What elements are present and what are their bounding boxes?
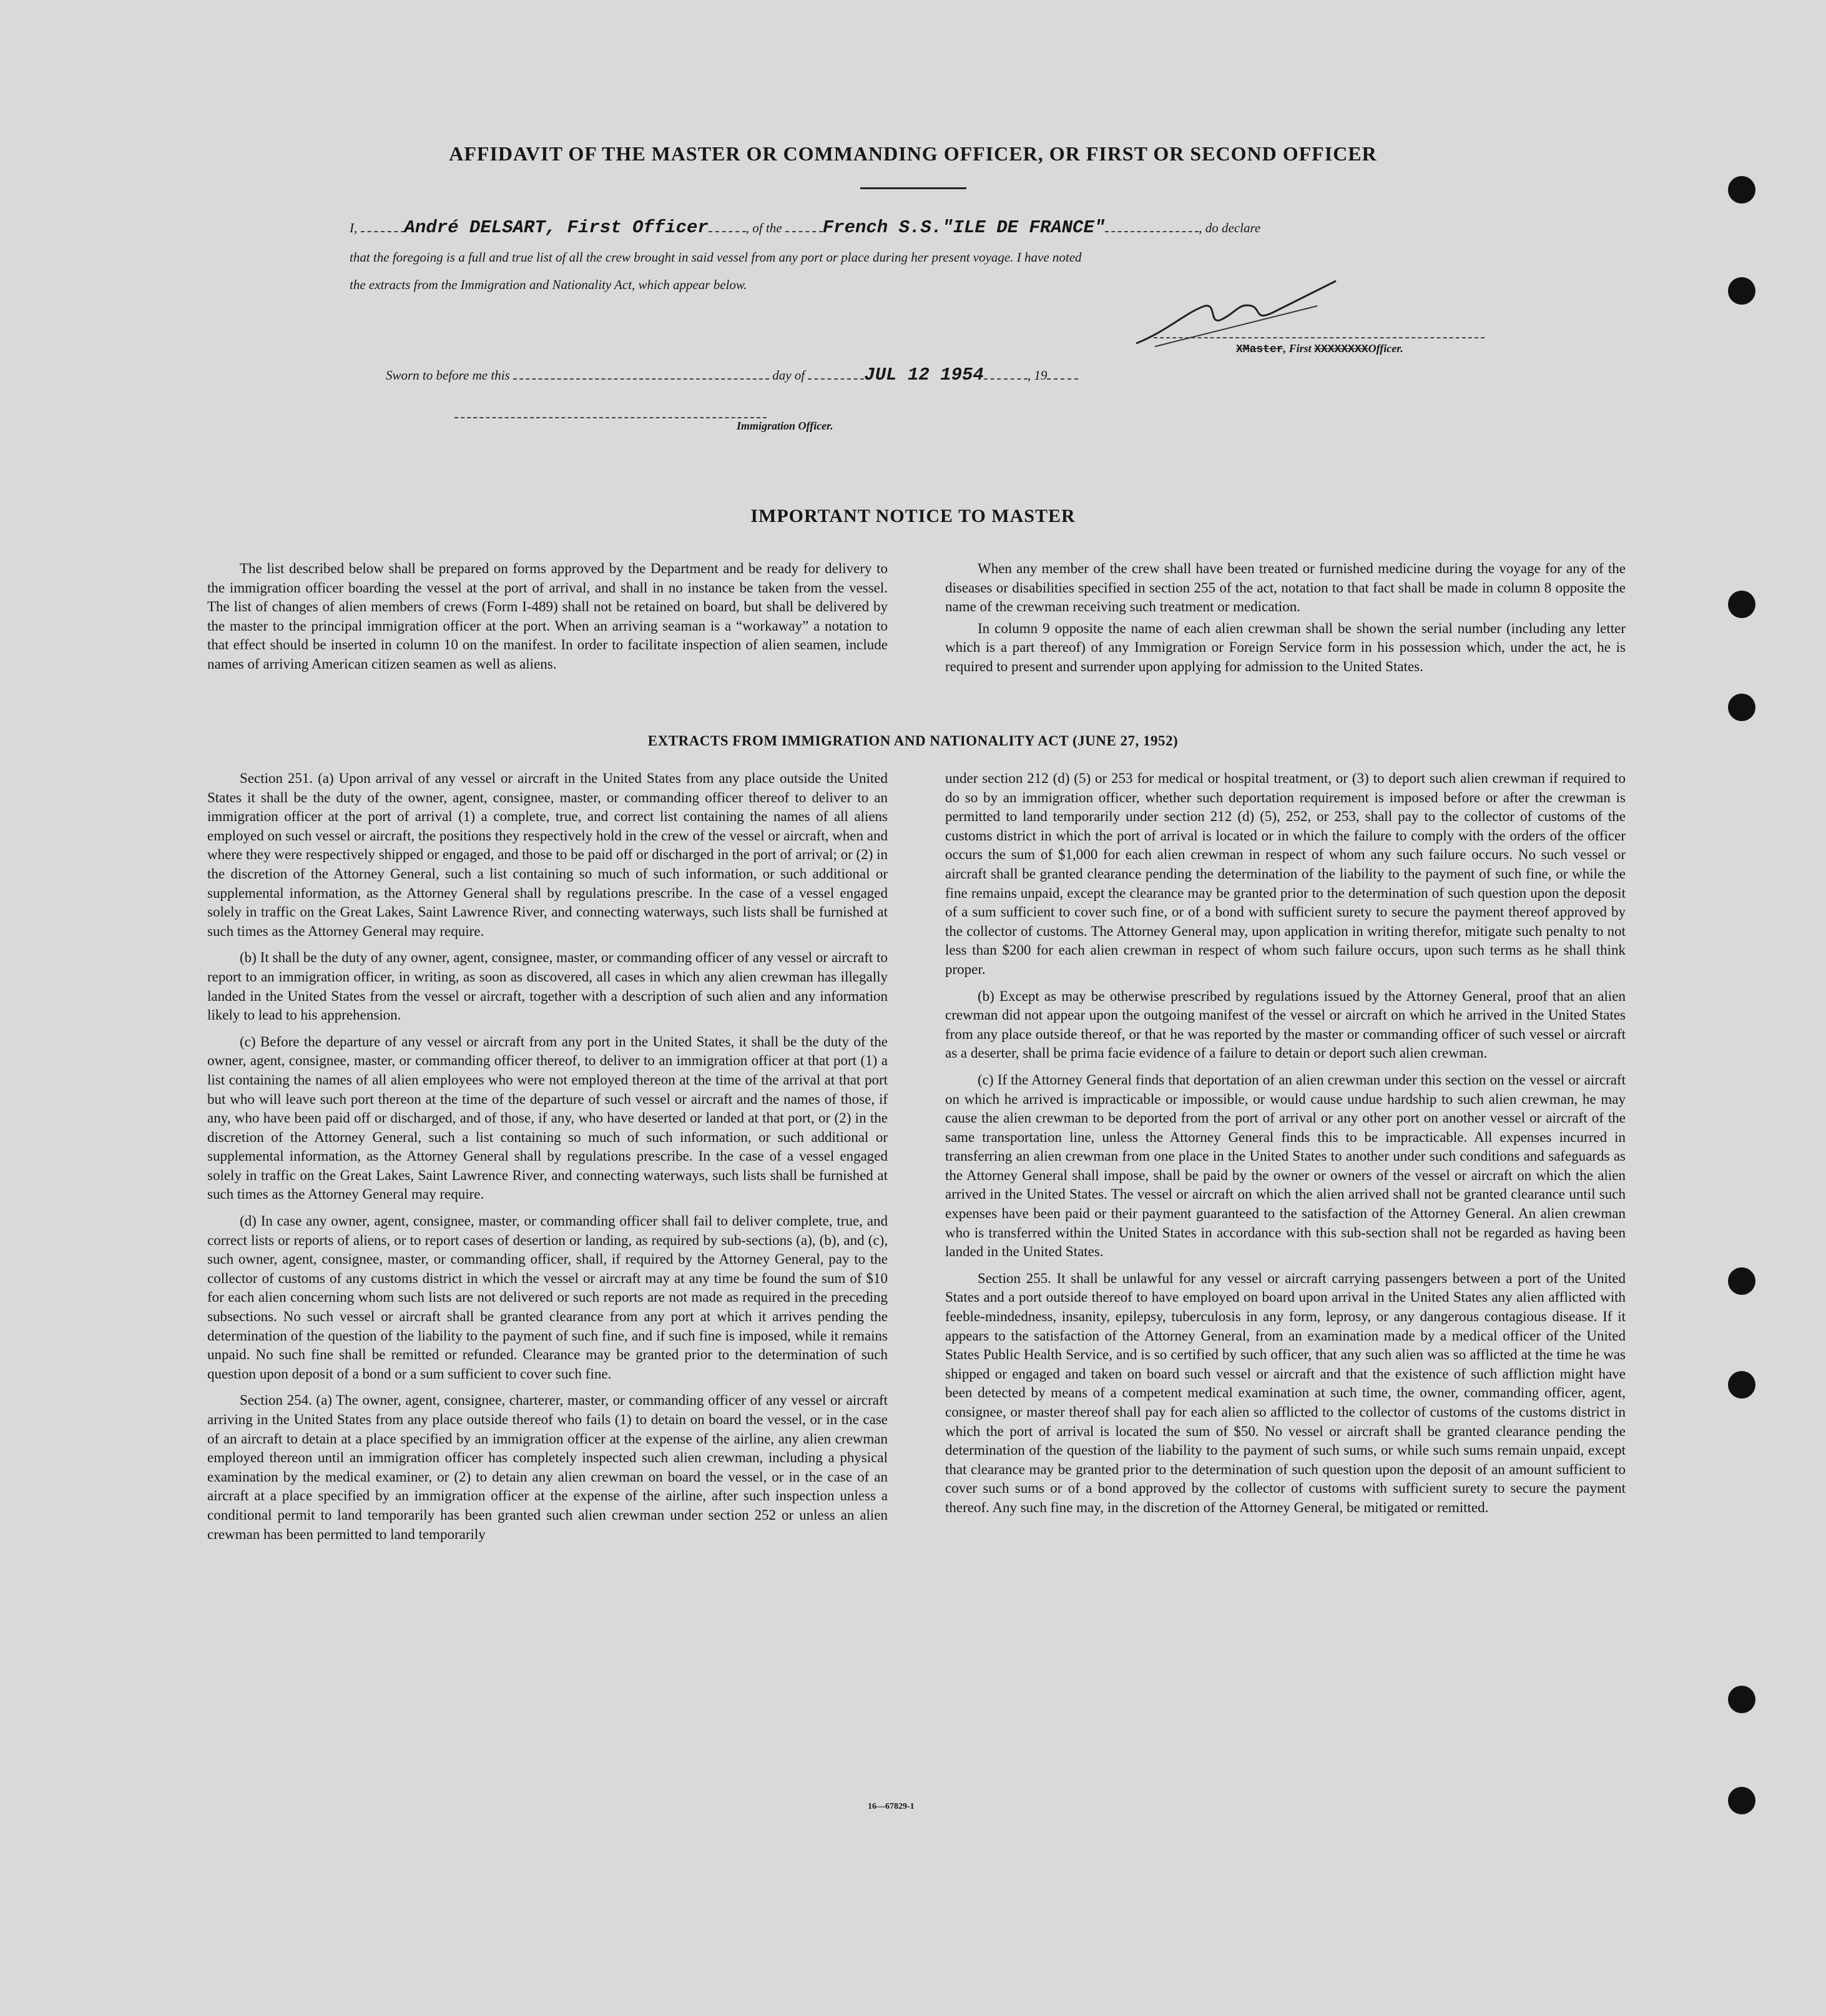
struck-master: XMaster	[1236, 343, 1284, 356]
notice-right-text-1: When any member of the crew shall have been treated or furnished medicine during the voyage for any of the diseases or disabilities specified in section 255 of the act, notation to that fact shall be made in column 8 opposite the name of the crewman receiving such treatment or medication.	[945, 561, 1626, 615]
extract-paragraph: (c) Before the departure of any vessel or aircraft from any port in the United States, it shall be the duty of the owner, agent, consignee, master, or commanding officer thereof, to deliver to an immigration officer at that port (1) a list containing the names of all alien employees who were not employed thereon at the time of the arrival at that port but who will leave such port thereon at the time of the departure of such vessel or aircraft and the names of those, if any, who have been paid off or discharged, and of those, if any, who have deserted or landed at that port, or (2) in the discretion of the Attorney General, such a list containing so much of such information, or such additional or supplemental information, as the Attorney General shall by regulations prescribe. In the case of a vessel engaged solely in traffic on the Great Lakes, Saint Lawrence River, and connecting waterways, such lists shall be furnished at such times as the Attorney General may require.	[207, 1033, 888, 1202]
officer-title-line	[1236, 342, 1403, 356]
struck-second: XXXXXXXX	[1314, 343, 1368, 356]
binder-hole	[1728, 1787, 1755, 1814]
vessel-name: French S.S."ILE DE FRANCE"	[822, 217, 1106, 238]
statement-line-1: that the foregoing is a full and true list of all the crew brought in said vessel from any port or place during her present voyage. I have noted	[350, 250, 1082, 265]
signature-line	[1154, 337, 1485, 338]
extract-paragraph: (c) If the Attorney General finds that deportation of an alien crewman under this section on the vessel or aircraft on which he arrived is impracticable or impossible, or would cause undue hardship to such alien crewman, he may cause the alien crewman to be deported from the port of arrival or any other port on another vessel or aircraft of the same transportation line, unless the Attorney General finds this to be impracticable. All expenses incurred in transferring an alien crewman from one place in the United States to another under such conditions and safeguards as the Attorney General shall impose, shall be paid by the owner or owners of the vessel or aircraft on which the alien arrived in the United States. The vessel or aircraft on which the alien arrived shall not be granted clearance until such expenses have been paid or their payment guaranteed to the satisfaction of the Attorney General. An alien crewman who is transferred within the United States in accordance with this sub-section shall not be regarded as having been landed in the United States.	[945, 1071, 1626, 1260]
extract-paragraph: (b) Except as may be otherwise prescribed by regulations issued by the Attorney General, proof that an alien crewman did not appear upon the outgoing manifest of the vessel or aircraft on which he arrived in the United States from any place outside thereof, or that he was reported by the master or commanding officer of such vessel or aircraft as a deserter, shall be prima facie evidence of a failure to detain or deport such alien crewman.	[945, 988, 1626, 1061]
binder-hole	[1728, 176, 1755, 204]
notice-right-column	[945, 559, 1626, 679]
officer-suffix: Officer.	[1368, 342, 1403, 355]
sworn-line	[386, 362, 1078, 388]
binder-hole	[1728, 591, 1755, 618]
title-underline	[860, 187, 966, 189]
notice-right-text-2: In column 9 opposite the name of each alien crewman shall be shown the serial number (including any letter which is a part thereof) of any Immigration or Foreign Service form in his possession which, under the act, he is required to present and surrender upon applying for admission to the United States.	[945, 620, 1626, 674]
sworn-label: Sworn to before me this	[386, 368, 510, 383]
statement-line-2: the extracts from the Immigration and Nationality Act, which appear below.	[350, 277, 747, 292]
sworn-date: JUL 12 1954	[864, 365, 984, 385]
notice-left-column	[207, 559, 888, 677]
do-declare-label: , do declare	[1199, 220, 1261, 235]
extract-paragraph: (b) It shall be the duty of any owner, agent, consignee, master, or commanding officer of any vessel or aircraft to report to an immigration officer, in writing, as soon as discovered, all cases in which any alien crewman has illegally landed in the United States from the vessel or aircraft, together with a description of such alien and any information likely to lead to his apprehension.	[207, 950, 888, 1023]
binder-hole	[1728, 1371, 1755, 1399]
extracts-title: EXTRACTS FROM IMMIGRATION AND NATIONALITY ACT (JUNE 27, 1952)	[647, 733, 1179, 749]
extracts-right-column	[945, 769, 1626, 1525]
notice-left-text: The list described below shall be prepared on forms approved by the Department and be ready for delivery to the immigration officer boarding the vessel at the port of arrival, and shall in no instance be taken from the vessel. The list of changes of alien members of crews (Form I-489) shall not be retained on board, but shall be delivered by the master to the principal immigration officer at the port. When an arriving seaman is a “workaway” a notation to that effect should be inserted in column 10 on the manifest. In order to facilitate inspection of alien seamen, include names of arriving American citizen seamen as well as aliens.	[207, 561, 888, 672]
extract-paragraph: under section 212 (d) (5) or 253 for medical or hospital treatment, or (3) to deport such alien crewman if required to do so by an immigration officer, whether such deportation requirement is imposed before or after the crewman is permitted to land temporarily under section 212 (d) (5), 252, or 253, shall pay to the collector of customs of the customs district in which the port of arrival is located or in which the failure to comply with the orders of the officer occurs the sum of $1,000 for each alien crewman in respect of whom any such failure occurs. No such vessel or aircraft shall be granted clearance pending the determination of the liability to the payment of such fine, or while the fine remains unpaid, except the clearance may be granted prior to the determination of such question upon the deposit of a sum sufficient to cover such fine, or of a bond with sufficient surety to secure the payment thereof approved by the collector of customs. The Attorney General may, upon application in writing therefor, mitigate such penalty to not less than $200 for each alien crewman in respect of whom such failure occurs, upon such terms as he shall think proper.	[945, 770, 1626, 977]
binder-hole	[1728, 1686, 1755, 1713]
declaration-line	[350, 215, 1486, 240]
officer-name: André DELSART, First Officer	[404, 217, 709, 238]
binder-hole	[1728, 277, 1755, 305]
extract-paragraph: Section 254. (a) The owner, agent, consignee, charterer, master, or commanding officer of any vessel or aircraft arriving in the United States from any place outside thereof who fails (1) to detain on board the vessel, or in the case of an aircraft to detain at a place specified by an immigration officer at the expense of the airline, any alien crewman employed thereon until an immigration officer has completely inspected such alien crewman, including a physical examination by the medical examiner, or (2) to detain any alien crewman on board the vessel, or in the case of an aircraft at a place specified by an immigration officer at the expense of the airline, after such inspection unless a conditional permit to land temporarily has been granted such alien crewman under section 252 or unless an alien crewman has been permitted to land temporarily	[207, 1392, 888, 1542]
officer-title: , First	[1283, 342, 1312, 355]
immigration-officer-label: Immigration Officer.	[737, 420, 833, 432]
affidavit-title: AFFIDAVIT OF THE MASTER OR COMMANDING OFFICER, OR FIRST OR SECOND OFFICER	[449, 142, 1377, 165]
of-the-label: , of the	[745, 220, 782, 235]
i-label: I,	[350, 220, 358, 235]
immigration-officer-line	[454, 417, 767, 418]
binder-hole	[1728, 1267, 1755, 1295]
extracts-left-column	[207, 769, 888, 1551]
year-suffix: , 19	[1027, 368, 1048, 383]
extract-paragraph: Section 251. (a) Upon arrival of any vessel or aircraft in the United States from any place outside the United States it shall be the duty of the owner, agent, consignee, master, or commanding officer thereof to deliver to an immigration officer at the port of arrival (1) a complete, true, and correct list containing the names of all aliens employed on such vessel or aircraft, the positions they respectively hold in the crew of the vessel or aircraft, when and where they were respectively shipped or engaged, and those to be paid off or discharged in the port of arrival; or (2) in the discretion of the Attorney General, such a list containing so much of such information, or such additional or supplemental information, as the Attorney General shall by regulations prescribe. In the case of a vessel engaged solely in traffic on the Great Lakes, Saint Lawrence River, and connecting waterways, such lists shall be furnished at such times as the Attorney General may require.	[207, 770, 888, 939]
binder-hole	[1728, 694, 1755, 721]
day-of-label: day of	[772, 368, 805, 383]
extract-paragraph: Section 255. It shall be unlawful for any vessel or aircraft carrying passengers between a port of the United States and a port outside thereof to have employed on board upon arrival in the United States any alien afflicted with feeble-mindedness, insanity, epilepsy, tuberculosis in any form, leprosy, or any dangerous contagious disease. If it appears to the satisfaction of the Attorney General, from an examination made by a medical officer of the United States Public Health Service, and is so certified by such officer, that any such alien was so afflicted at the time he was shipped or engaged and taken on board such vessel or aircraft and that the existence of such affliction might have been detected by means of a competent medical examination at such time, the owner, commanding officer, agent, consignee, or master thereof shall pay for each alien so afflicted to the collector of customs of the customs district in which the port of arrival is located the sum of $50. No vessel or aircraft shall be granted clearance pending the determination of the question of the liability to the payment of such sums, or while such sums remain unpaid, except that clearance may be granted prior to the determination of such question upon the deposit of an amount sufficient to cover such sums or of a bond approved by the collector of customs with sufficient surety to secure the payment thereof. Any such fine may, in the discretion of the Attorney General, be mitigated or remitted.	[945, 1270, 1626, 1515]
form-code: 16—67829-1	[868, 1802, 915, 1811]
notice-title: IMPORTANT NOTICE TO MASTER	[750, 506, 1076, 526]
extract-paragraph: (d) In case any owner, agent, consignee, master, or commanding officer shall fail to deliver complete, true, and correct lists or reports of aliens, or to report cases of desertion or landing, as required by sub-sections (a), (b), and (c), such owner, agent, consignee, master, or commanding officer, shall, if required by the Attorney General, pay to the collector of customs of any customs district in which the vessel or aircraft may at any time be found the sum of $10 for each alien concerning whom such lists are not delivered or such reports are not made as required in the preceding subsections. No such vessel or aircraft shall be granted clearance from any port at which it arrives pending the determination of the question of the liability to the payment of such fine, and if such fine is imposed, while it remains unpaid. No such fine shall be remitted or refunded. Clearance may be granted prior to the determination of such question upon deposit of a bond or a sum sufficient to cover such fine.	[207, 1213, 888, 1382]
